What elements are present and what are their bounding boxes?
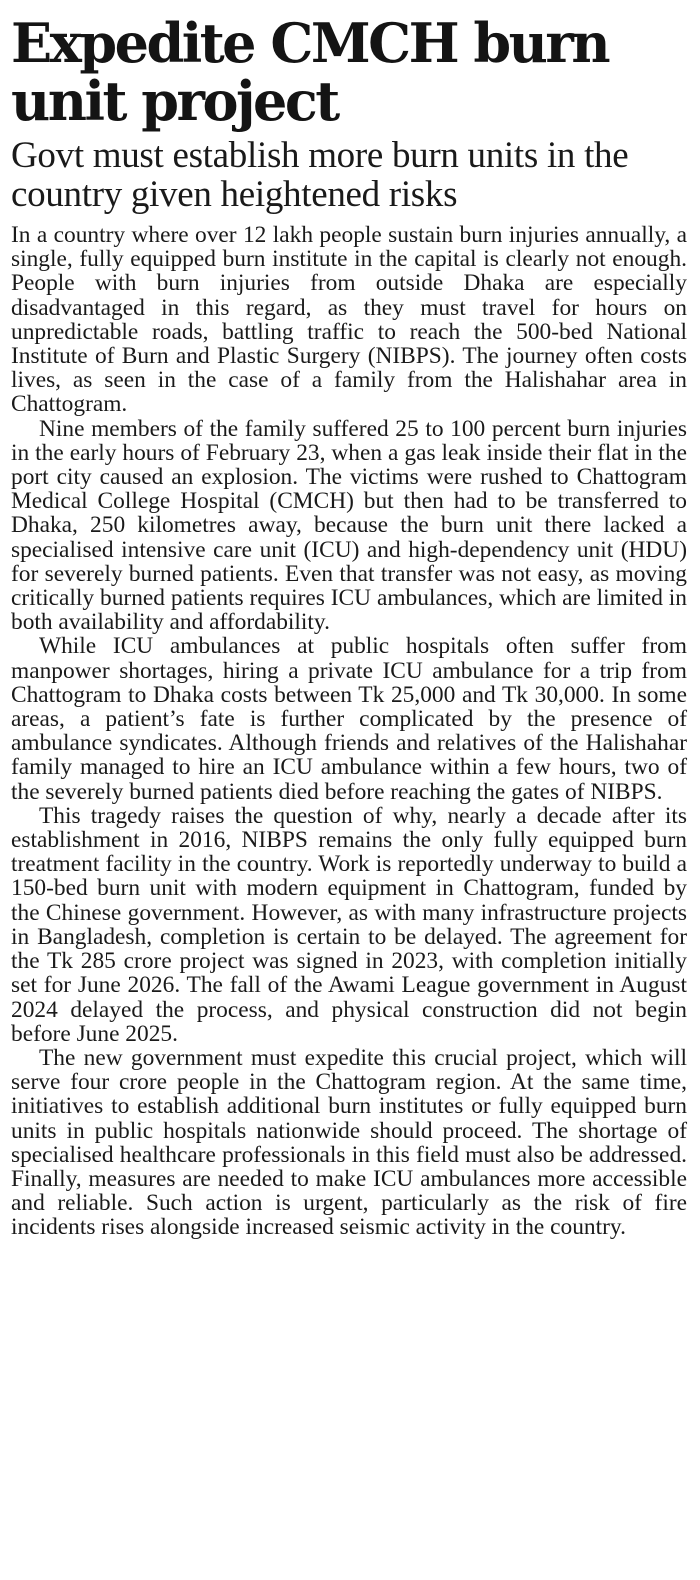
- article-paragraph-2: Nine members of the family suffered 25 to 100 percent burn injuries in the early hours of February 23, when a gas leak inside their flat in the port city caused an explosion. The victims were rushed to Chattogram Medical College Hospital (CMCH) but then had to be transferred to Dhaka, 250 kilometres away, because the burn unit there lacked a specialised intensive care unit (ICU) and high-dependency unit (HDU) for severely burned patients. Even that transfer was not easy, as moving critically burned patients requires ICU ambulances, which are limited in both availability and affordability.: [11, 415, 687, 636]
- editorial-article: [11, 11, 687, 1241]
- article-paragraph-3: While ICU ambulances at public hospitals often suffer from manpower shortages, hiring a private ICU ambulance for a trip from Chattogram to Dhaka costs between Tk 25,000 and Tk 30,000. In some areas, a patient’s fate is further complicated by the presence of ambulance syndicates. Although friends and relatives of the Halishahar family managed to hire an ICU ambulance within a few hours, two of the severely burned patients died before reaching the gates of NIBPS.: [11, 633, 687, 805]
- article-paragraph-5: The new government must expedite this crucial project, which will serve four crore people in the Chattogram region. At the same time, initiatives to establish additional burn institutes or fully equipped burn units in public hospitals nationwide should proceed. The shortage of specialised healthcare professionals in this field must also be addressed. Finally, measures are needed to make ICU ambulances more accessible and reliable. Such action is urgent, particularly as the risk of fire incidents rises alongside increased seismic activity in the country.: [11, 1044, 687, 1241]
- article-subheadline: Govt must establish more burn units in the country given heightened risks: [11, 135, 629, 215]
- article-headline: Expedite CMCH burn unit project: [11, 11, 609, 133]
- article-paragraph-4: This tragedy raises the question of why, nearly a decade after its establishment in 2016, NIBPS remains the only fully equipped burn treatment facility in the country. Work is reportedly underway to build a 150-bed burn unit with modern equipment in Chattogram, funded by the Chinese government. However, as with many infrastructure projects in Bangladesh, completion is certain to be delayed. The agreement for the Tk 285 crore project was signed in 2023, with completion initially set for June 2026. The fall of the Awami League government in August 2024 delayed the process, and physical construction did not begin before June 2025.: [11, 802, 687, 1047]
- article-body: [11, 223, 687, 1240]
- article-paragraph-1: In a country where over 12 lakh people sustain burn injuries annually, a single, fully equipped burn institute in the capital is clearly not enough. People with burn injuries from outside Dhaka are especially disadvantaged in this regard, as they must travel for hours on unpredictable roads, battling traffic to reach the 500-bed National Institute of Burn and Plastic Surgery (NIBPS). The journey often costs lives, as seen in the case of a family from the Halishahar area in Chattogram.: [11, 222, 687, 418]
